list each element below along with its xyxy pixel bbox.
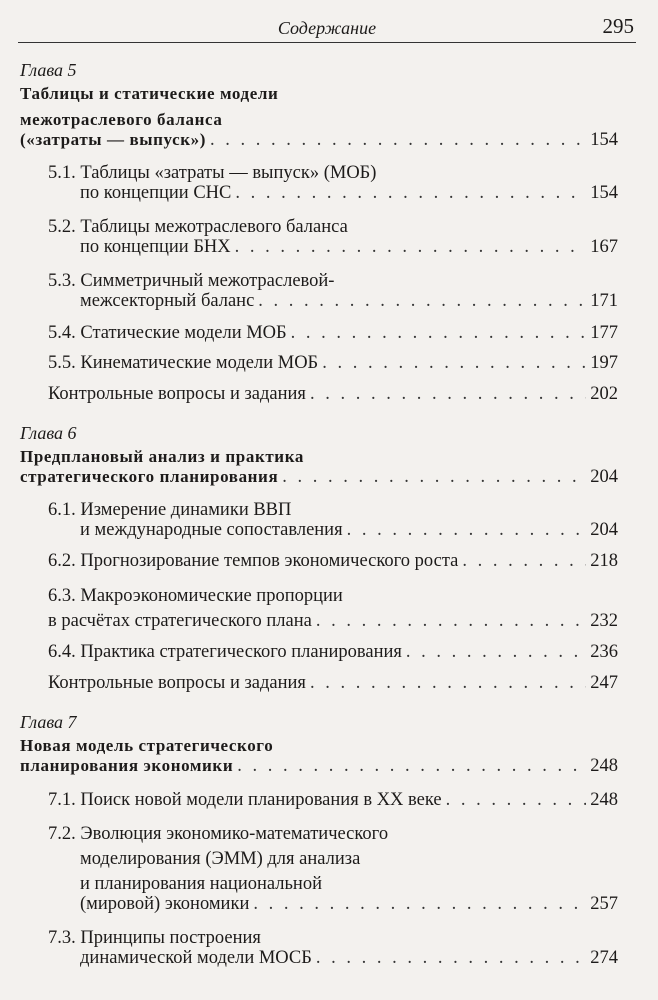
chapter-6-label: Глава 6 <box>20 423 77 443</box>
section-6-4: 6.4. Практика стратегического планирования . . . 236 <box>48 642 618 668</box>
section-6-1-line-2: и международные сопоставления . . . 204 <box>80 520 618 546</box>
chapter-6-title-line-2: стратегического планирования . . . 204 <box>20 467 618 493</box>
chapter-5-title-line-3: («затраты — выпуск») . . . 154 <box>20 130 618 156</box>
chapter-7-page: 248 <box>590 756 618 776</box>
chapter-7-label: Глава 7 <box>20 712 77 732</box>
section-5-4: 5.4. Статические модели МОБ . . . 177 <box>48 323 618 349</box>
header-title: Содержание <box>277 18 377 38</box>
chapter-5-questions: Контрольные вопросы и задания . . . 202 <box>48 384 618 410</box>
section-5-5: 5.5. Кинематические модели МОБ . . . 197 <box>48 353 618 379</box>
section-5-3-line-1: 5.3. Симметричный межотраслевой- <box>48 271 335 291</box>
chapter-7-title-line-2: планирования экономики . . . 248 <box>20 756 618 782</box>
section-7-2-line-4: (мировой) экономики . . . 257 <box>80 894 618 920</box>
chapter-5-title-line-2: межотраслевого баланса <box>20 110 223 129</box>
section-6-1-line-1: 6.1. Измерение динамики ВВП <box>48 500 292 520</box>
chapter-5-label: Глава 5 <box>20 60 77 80</box>
chapter-6-questions: Контрольные вопросы и задания . . . 247 <box>48 673 618 699</box>
section-7-2-line-3: и планирования национальной <box>80 874 322 894</box>
chapter-5-page: 154 <box>590 130 618 150</box>
section-7-3-line-1: 7.3. Принципы построения <box>48 928 261 948</box>
section-7-2-line-2: моделирования (ЭММ) для анализа <box>80 849 361 869</box>
chapter-5-title-line-1: Таблицы и статические модели <box>20 84 279 103</box>
section-5-2-line-2: по концепции БНХ . . . 167 <box>80 237 618 263</box>
chapter-7-title-line-1: Новая модель стратегического <box>20 736 274 755</box>
section-7-1: 7.1. Поиск новой модели планирования в XX веке . . . 248 <box>48 790 618 816</box>
running-header <box>18 8 636 43</box>
chapter-6-title-line-1: Предплановый анализ и практика <box>20 447 304 466</box>
section-6-2: 6.2. Прогнозирование темпов экономического роста . . . 218 <box>48 551 618 577</box>
section-7-2-line-1: 7.2. Эволюция экономико-математического <box>48 824 389 844</box>
chapter-6-page: 204 <box>590 467 618 487</box>
section-6-3-line-2: в расчётах стратегического плана . . . 232 <box>48 611 618 637</box>
section-7-3-line-2: динамической модели МОСБ . . . 274 <box>80 948 618 974</box>
section-6-3-line-1: 6.3. Макроэкономические пропорции <box>48 586 343 606</box>
section-5-2-line-1: 5.2. Таблицы межотраслевого баланса <box>48 217 348 237</box>
section-5-1-line-1: 5.1. Таблицы «затраты — выпуск» (МОБ) <box>48 163 377 183</box>
section-5-3-line-2: межсекторный баланс . . . 171 <box>80 291 618 317</box>
header-page-number: 295 <box>602 14 634 38</box>
section-5-1-line-2: по концепции СНС . . . 154 <box>80 183 618 209</box>
